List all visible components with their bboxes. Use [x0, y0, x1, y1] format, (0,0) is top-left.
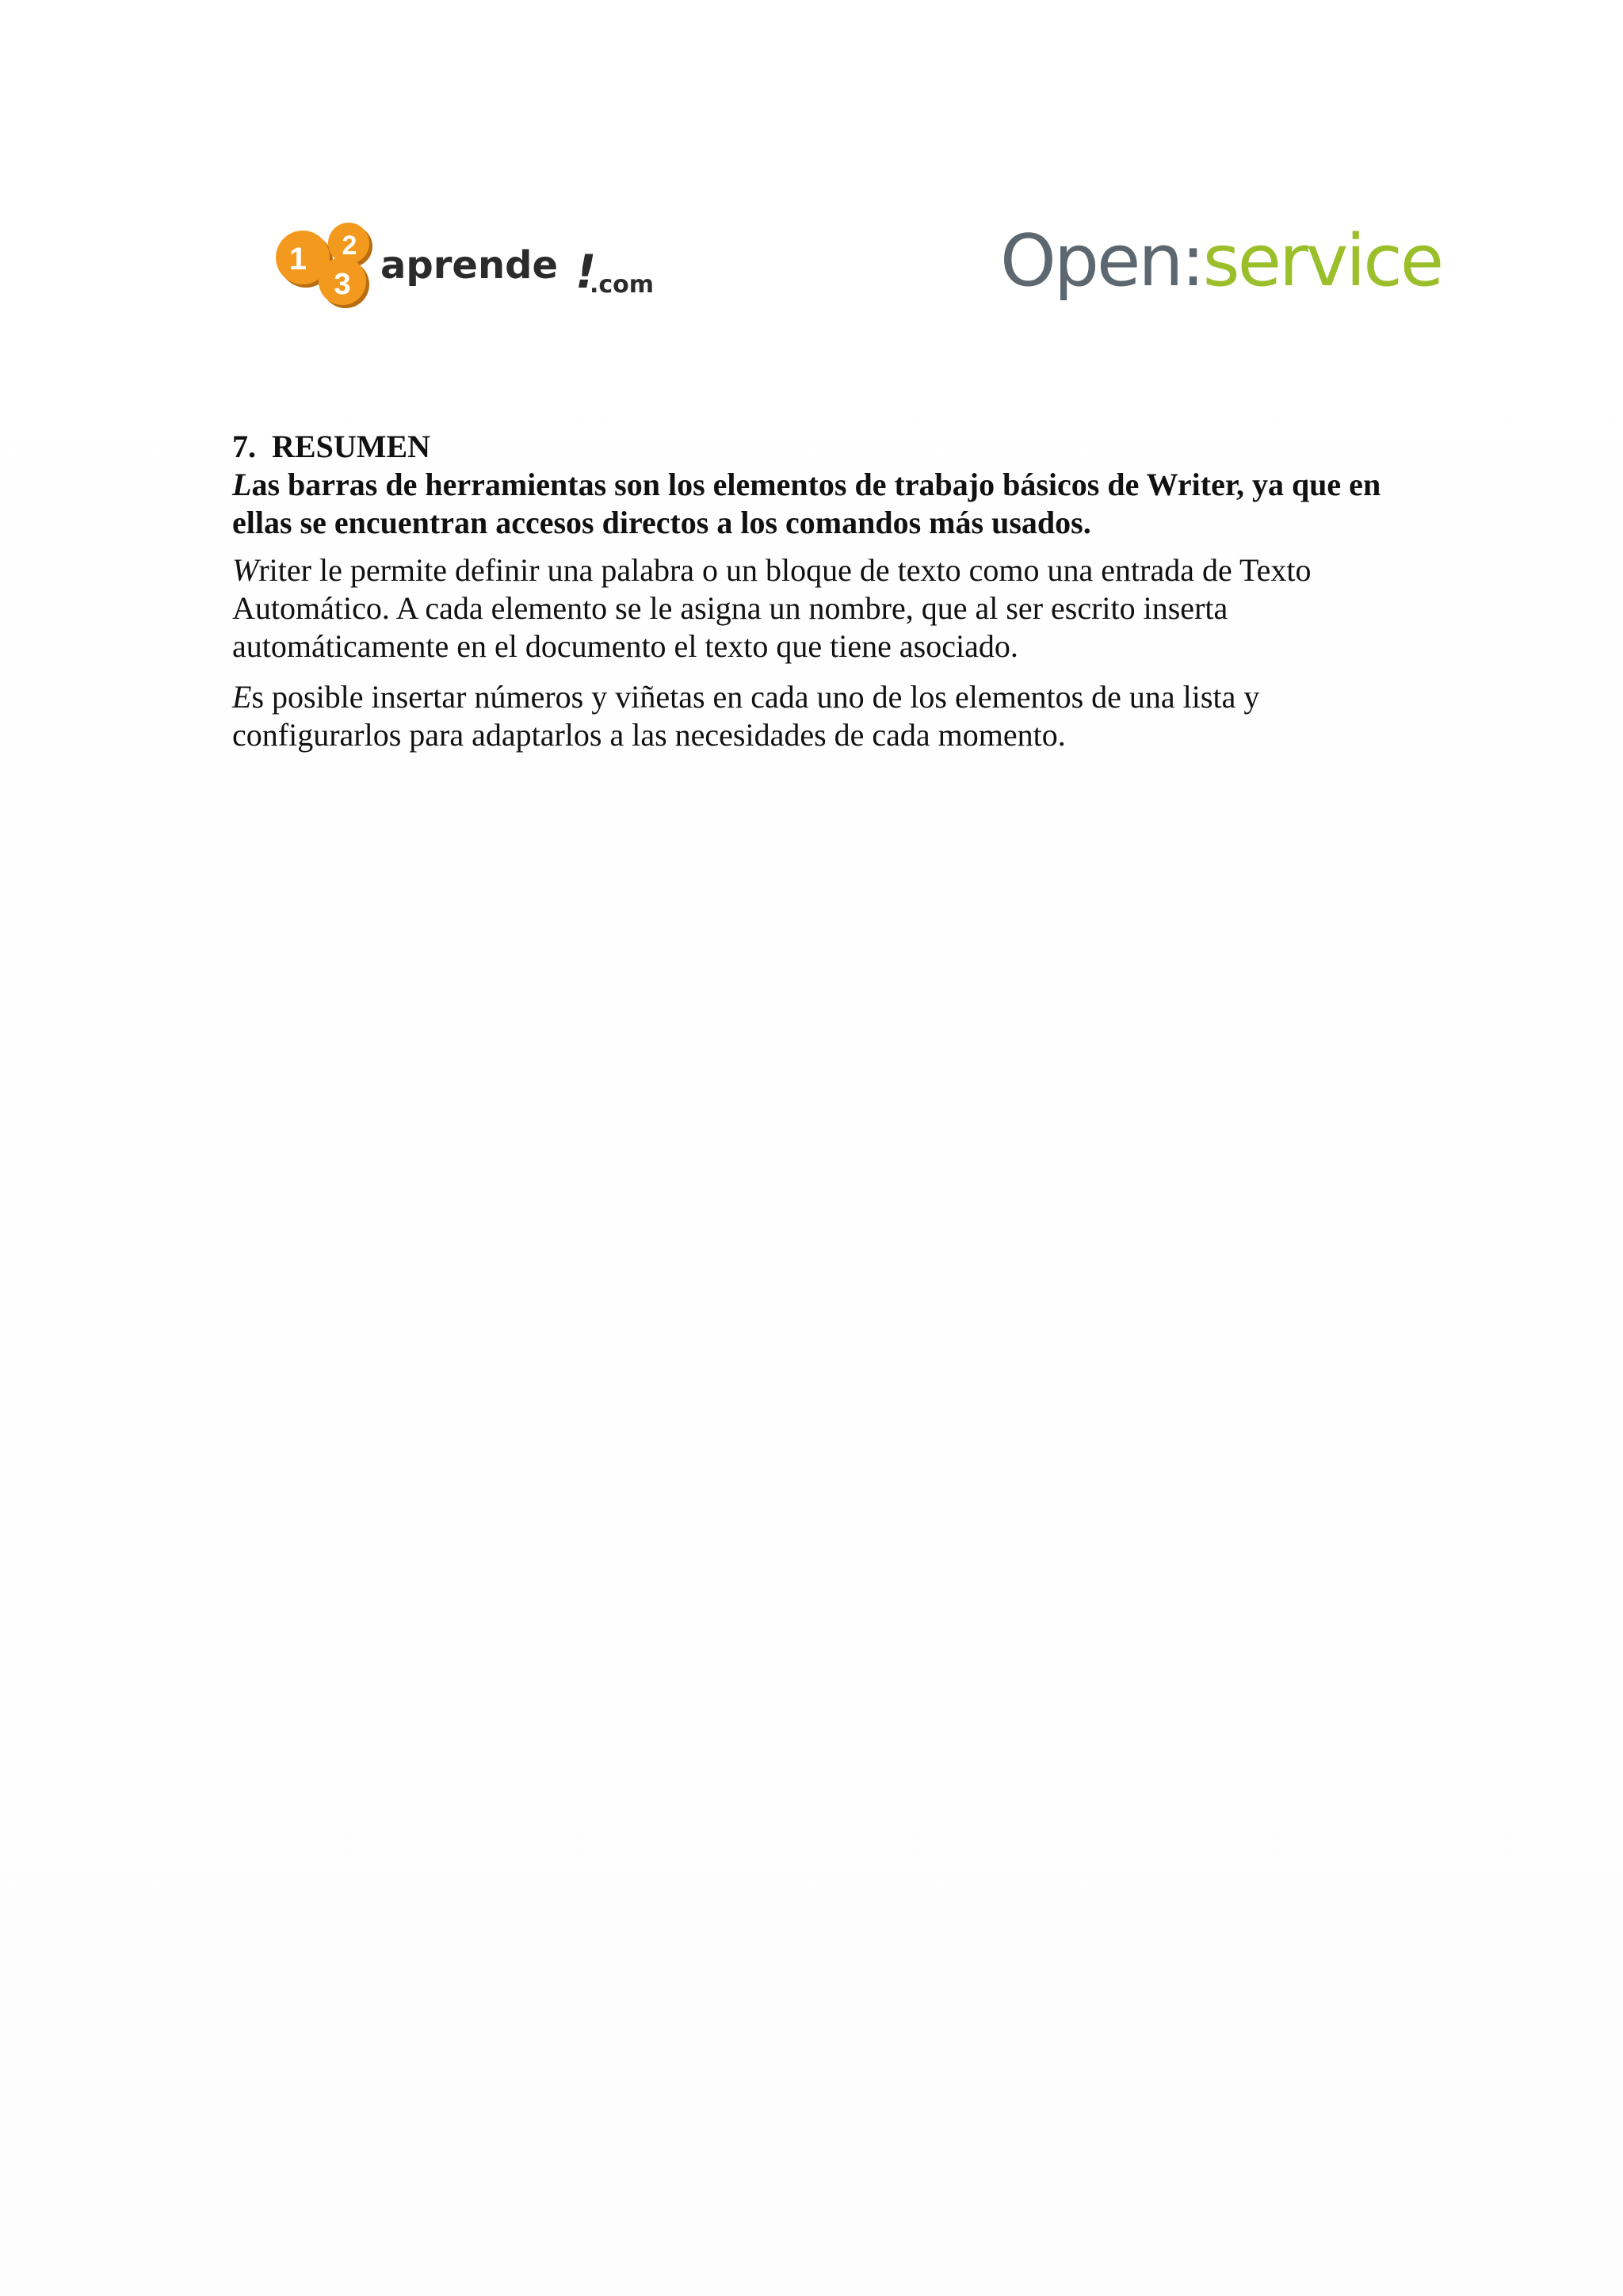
paragraph-initial: E: [232, 679, 252, 715]
logo-digit-1: 1: [288, 242, 307, 277]
section-title: RESUMEN: [272, 429, 431, 464]
paragraph-lists: [232, 678, 1397, 754]
section-heading: [232, 428, 1397, 466]
openservice-logo: [1000, 219, 1442, 309]
aprende-logo: [269, 226, 682, 313]
logo-text: [1000, 219, 1442, 303]
paragraph-text: s posible insertar números y viñetas en cada uno de los elementos de una lista y configurarlos para adaptarlos a las necesidades de cada momento.: [232, 679, 1260, 753]
summary-lead: [232, 466, 1397, 542]
lead-text: as barras de herramientas son los elementos de trabajo básicos de Writer, ya que en ellas se encuentran accesos directos a los comandos más usados.: [232, 467, 1381, 540]
logo-word: aprende: [380, 243, 559, 288]
document-content: [232, 428, 1397, 767]
logo-part-open: Open: [1000, 219, 1182, 303]
logo-suffix: .com: [590, 271, 655, 299]
logo-separator: :: [1181, 219, 1203, 303]
paragraph-text: riter le permite definir una palabra o un bloque de texto como una entrada de Texto Automático. A cada elemento se le asigna un nombre, que al ser escrito inserta automáticamente en el documento el texto que tiene asociado.: [232, 552, 1312, 664]
logo-part-service: service: [1202, 219, 1442, 303]
paragraph-initial: W: [232, 552, 259, 588]
logo-digit-2: 2: [342, 231, 357, 261]
logo-digit-3: 3: [334, 268, 351, 301]
lead-initial: L: [232, 467, 252, 502]
logo-mark: !: [575, 245, 597, 299]
section-number: 7.: [232, 429, 256, 464]
paragraph-autotext: [232, 551, 1397, 666]
